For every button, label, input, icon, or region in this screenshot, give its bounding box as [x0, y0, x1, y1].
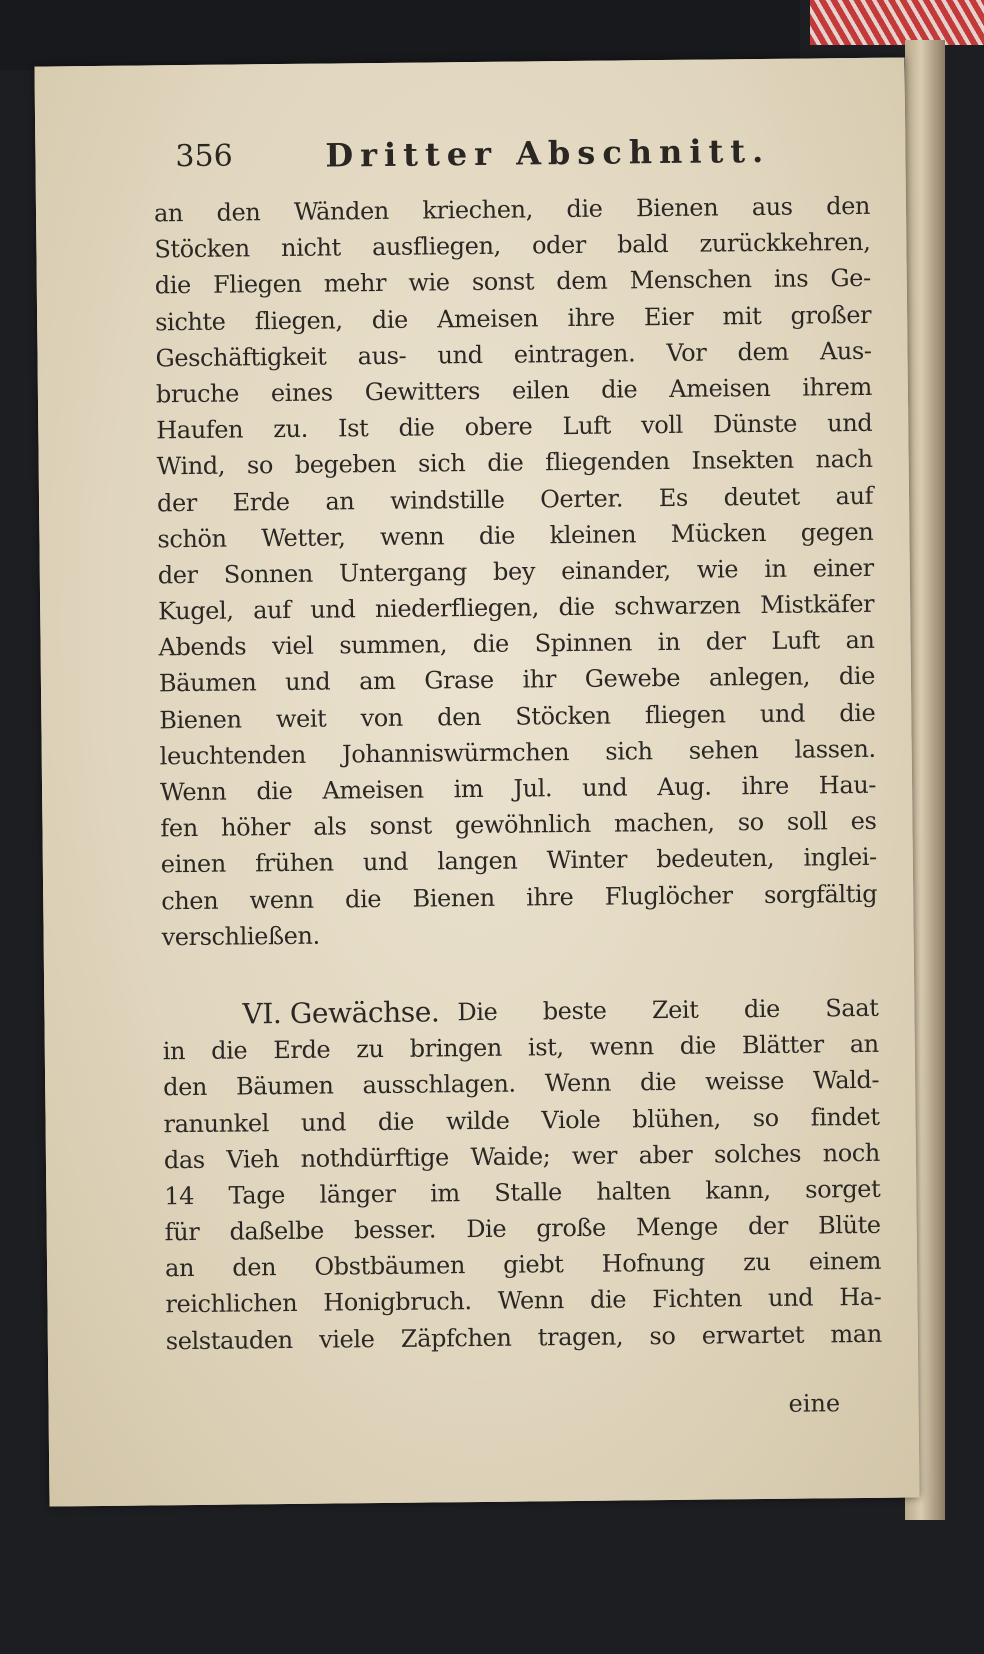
text-line: die Fliegen mehr wie sonst dem Menschen ins Ge- — [154, 264, 871, 300]
text-line: schön Wetter, wenn die kleinen Mücken gegen — [157, 517, 874, 554]
text-line: den Bäumen ausschlagen. Wenn die weisse Wald- — [163, 1066, 880, 1102]
text-line: 14 Tage länger im Stalle halten kann, sorget — [164, 1174, 881, 1211]
text-line: das Vieh nothdürftige Waide; wer aber solches noch — [163, 1138, 881, 1174]
text-line: an den Obstbäumen giebt Hofnung zu einem — [164, 1247, 882, 1283]
section-heading: VI. Gewächse. — [242, 995, 440, 1031]
text-line: einen frühen und langen Winter bedeuten, inglei- — [160, 843, 877, 879]
text-line: chen wenn die Bienen ihre Fluglöcher sorgfältig — [161, 879, 878, 915]
text-line: Abends viel summen, die Spinnen in der Luft an — [158, 626, 875, 662]
text-line: sichte fliegen, die Ameisen ihre Eier mit großer — [155, 300, 872, 336]
text-line: selstauden viele Zäpfchen tragen, so erwartet man — [165, 1319, 882, 1355]
text-line: Wind, so begeben sich die fliegenden Insekten nach — [156, 445, 873, 481]
text-line: in die Erde zu bringen ist, wenn die Blätter an — [162, 1029, 879, 1066]
book-page — [34, 57, 919, 1506]
text-line: leuchtenden Johanniswürmchen sich sehen lassen. — [159, 734, 876, 771]
text-line: der Erde an windstille Oerter. Es deutet auf — [156, 481, 874, 517]
text-line: an den Wänden kriechen, die Bienen aus den — [153, 191, 871, 228]
text-line: ranunkel und die wilde Viole blühen, so findet — [163, 1102, 880, 1138]
text-line: Stöcken nicht ausfliegen, oder bald zurückkehren, — [154, 228, 871, 264]
text-line: Wenn die Ameisen im Jul. und Aug. ihre Hau- — [159, 770, 877, 807]
page-body — [154, 188, 882, 1359]
text-line: für daßelbe besser. Die große Menge der Blüte — [164, 1210, 881, 1247]
text-line: Haufen zu. Ist die obere Luft voll Dünste und — [156, 408, 873, 445]
text-line: fen höher als sonst gewöhnlich machen, so soll es — [160, 807, 877, 843]
text-line: der Sonnen Untergang bey einander, wie in einer — [157, 553, 874, 590]
text-line: reichlichen Honigbruch. Wenn die Fichten und Ha- — [165, 1283, 882, 1319]
bookmark-ribbon — [810, 0, 984, 45]
text-line: verschließen. — [161, 921, 320, 952]
running-head: Dritter Abschnitt. — [325, 131, 771, 175]
text-line: Bienen weit von den Stöcken fliegen und die — [159, 698, 876, 734]
paragraph-gap — [162, 948, 878, 997]
text-line: Kugel, auf und niederfliegen, die schwarzen Mistkäfer — [158, 589, 875, 626]
page-number: 356 — [175, 138, 233, 175]
catchword: eine — [788, 1389, 841, 1418]
text-line: Geschäftigkeit aus- und eintragen. Vor dem Aus- — [155, 336, 872, 373]
text-line: Bäumen und am Grase ihr Gewebe anlegen, die — [158, 662, 876, 698]
text-line: Die beste Zeit die Saat — [457, 993, 879, 1027]
text-line: bruche eines Gewitters eilen die Ameisen ihrem — [155, 372, 873, 409]
